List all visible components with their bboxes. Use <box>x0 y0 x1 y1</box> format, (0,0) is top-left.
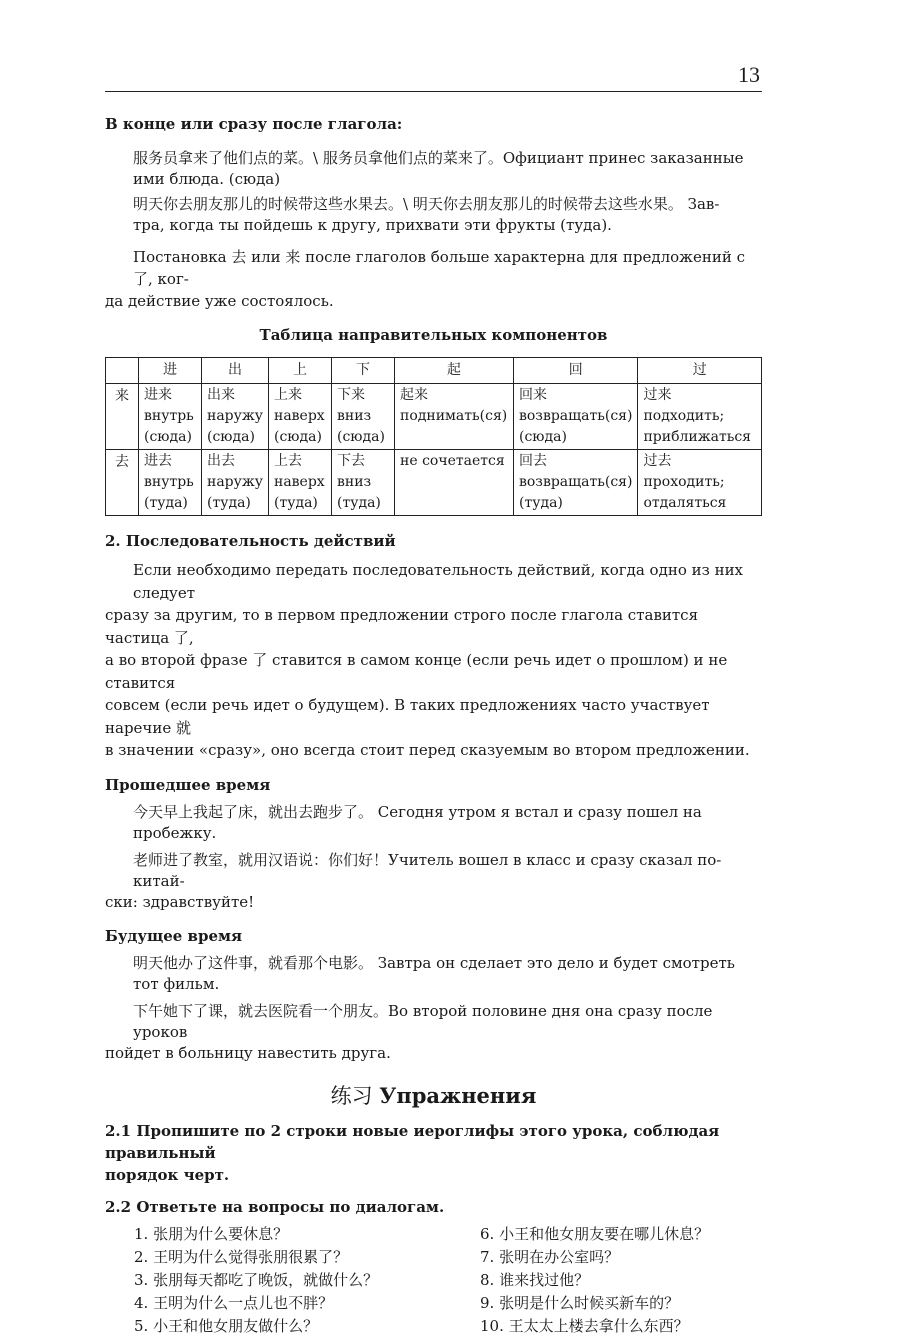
question-item: 7. 张明在办公室吗？ <box>480 1247 620 1266</box>
section-heading-position: В конце или сразу после глагола: <box>105 115 403 133</box>
cell-text: отдаляться <box>643 495 727 511</box>
exercises-title-ru: Упражнения <box>379 1082 537 1108</box>
table-cell <box>139 384 202 450</box>
cell-text: проходить; <box>643 474 725 490</box>
past-example-2-line-2: ски: здравствуйте! <box>105 892 255 911</box>
sequence-line-5: в значении «сразу», оно всегда стоит перед сказуемым во втором предложении. <box>105 741 750 759</box>
future-example-1 <box>105 953 762 995</box>
past-example-2 <box>105 850 762 913</box>
cell-text: 起来 <box>400 387 428 403</box>
exercise-2-2: 2.2 Ответьте на вопросы по диалогам. <box>105 1197 445 1216</box>
cell-text: 过去 <box>643 453 672 469</box>
cell-text: 出去 <box>207 453 235 469</box>
question-item: 5. 小王和他女朋友做什么？ <box>134 1316 319 1335</box>
directional-complements-table <box>105 357 762 516</box>
future-tense-heading: Будущее время <box>105 926 243 945</box>
past-example-2-line-1: 老师进了教室，就用汉语说：你们好！Учитель вошел в класс и сразу сказал по-китай- <box>133 850 722 890</box>
cell-text: внутрь <box>144 474 194 490</box>
cell-text: (туда) <box>274 495 318 511</box>
cell-text: (сюда) <box>519 429 567 445</box>
future-example-2 <box>105 1001 762 1064</box>
exercise-2-1-line-2: порядок черт. <box>105 1165 230 1184</box>
sequence-line-4: совсем (если речь идет о будущем). В таких предложениях часто участвует наречие 就 <box>105 696 710 737</box>
sequence-paragraph <box>105 559 762 762</box>
future-example-2-line-2: пойдет в больницу навестить друга. <box>105 1043 391 1062</box>
cell-text: 进来 <box>144 387 172 403</box>
exercises-title <box>105 1084 762 1108</box>
question-item: 9. 张明是什么时候买新车的？ <box>480 1293 680 1312</box>
questions-right-column <box>450 1223 762 1338</box>
cell-text: вниз <box>337 474 372 490</box>
question-item: 6. 小王和他女朋友要在哪儿休息？ <box>480 1224 710 1243</box>
cell-text: 上去 <box>274 453 302 469</box>
note-paragraph <box>105 246 762 312</box>
cell-text: вниз <box>337 408 372 424</box>
table-header-row <box>106 358 762 384</box>
cell-text: 回去 <box>519 453 547 469</box>
table-cell <box>638 384 762 450</box>
future-example-1-line: 明天他办了这件事，就看那个电影。 Завтра он сделает это дело и будет смотреть тот фильм. <box>133 953 735 993</box>
example-2 <box>105 194 762 236</box>
cell-text: 过来 <box>643 387 672 403</box>
table-cell <box>332 450 395 516</box>
example-1-line-1: 服务员拿来了他们点的菜。\ 服务员拿他们点的菜来了。Официант принес заказанные <box>133 149 744 167</box>
table-header-cell: 起 <box>395 358 514 384</box>
table-header-cell: 进 <box>139 358 202 384</box>
table-cell <box>269 384 332 450</box>
table-cell <box>202 384 269 450</box>
table-cell <box>202 450 269 516</box>
future-example-2-line-1: 下午她下了课，就去医院看一个朋友。Во второй половине дня она сразу после уроков <box>133 1001 713 1041</box>
row-header-lai: 来 <box>106 384 139 450</box>
cell-text: возвращать(ся) <box>519 408 633 424</box>
cell-text: поднимать(ся) <box>400 408 508 424</box>
table-cell <box>514 384 638 450</box>
past-example-1 <box>105 802 762 844</box>
cell-text: 下去 <box>337 453 365 469</box>
cell-text: наверх <box>274 474 325 490</box>
questions-left-column <box>105 1223 450 1338</box>
exercises-title-cn: 练习 <box>330 1083 373 1108</box>
page-number: 13 <box>738 62 760 87</box>
cell-text: 下来 <box>337 387 365 403</box>
sequence-line-2: сразу за другим, то в первом предложении строго после глагола ставится частица 了, <box>105 606 699 647</box>
cell-text: (сюда) <box>274 429 322 445</box>
example-2-line-1: 明天你去朋友那儿的时候带这些水果去。\ 明天你去朋友那儿的时候带去这些水果。 Зав- <box>133 195 720 213</box>
table-header-cell: 过 <box>638 358 762 384</box>
question-item: 2. 王明为什么觉得张朋很累了？ <box>134 1247 349 1266</box>
question-item: 1. 张朋为什么要休息？ <box>134 1224 289 1243</box>
past-example-1-line: 今天早上我起了床，就出去跑步了。 Сегодня утром я встал и сразу пошел на пробежку. <box>133 802 702 842</box>
past-tense-heading: Прошедшее время <box>105 775 271 794</box>
cell-text: (туда) <box>144 495 188 511</box>
questions-grid <box>105 1223 762 1338</box>
section-heading-sequence: 2. Последовательность действий <box>105 532 396 550</box>
table-cell <box>638 450 762 516</box>
cell-text: (сюда) <box>207 429 255 445</box>
exercise-2-1-line-1: 2.1 Пропишите по 2 строки новые иероглифы этого урока, соблюдая правильный <box>105 1121 720 1162</box>
example-1 <box>105 148 762 190</box>
cell-text: не сочетается <box>400 453 505 469</box>
cell-text: (туда) <box>337 495 381 511</box>
table-caption: Таблица направительных компонентов <box>259 326 608 344</box>
sequence-line-1: Если необходимо передать последовательность действий, когда одно из них следует <box>133 561 744 602</box>
cell-text: наружу <box>207 474 263 490</box>
cell-text: 出来 <box>207 387 235 403</box>
table-row <box>106 384 762 450</box>
question-item: 8. 谁来找过他？ <box>480 1270 590 1289</box>
example-1-line-2: ими блюда. (сюда) <box>133 170 281 188</box>
cell-text: 进去 <box>144 453 172 469</box>
exercise-2-1 <box>105 1120 762 1186</box>
table-cell <box>395 384 514 450</box>
table-header-cell <box>106 358 139 384</box>
cell-text: возвращать(ся) <box>519 474 633 490</box>
cell-text: подходить; <box>643 408 725 424</box>
table-cell <box>269 450 332 516</box>
table-cell <box>395 450 514 516</box>
cell-text: внутрь <box>144 408 194 424</box>
cell-text: 回来 <box>519 387 547 403</box>
table-header-cell: 下 <box>332 358 395 384</box>
page-content <box>105 113 762 1338</box>
note-line-2: да действие уже состоялось. <box>105 292 334 310</box>
header-rule <box>105 91 762 92</box>
cell-text: (туда) <box>207 495 251 511</box>
table-cell <box>332 384 395 450</box>
note-line-1: Постановка 去 или 来 после глаголов больше характерна для предложений с 了, ког- <box>133 248 745 288</box>
table-row <box>106 450 762 516</box>
table-cell <box>514 450 638 516</box>
question-item: 4. 王明为什么一点儿也不胖？ <box>134 1293 334 1312</box>
cell-text: (сюда) <box>144 429 192 445</box>
cell-text: наверх <box>274 408 325 424</box>
table-header-cell: 上 <box>269 358 332 384</box>
question-item: 10. 王太太上楼去拿什么东西？ <box>480 1316 689 1335</box>
table-cell <box>139 450 202 516</box>
cell-text: наружу <box>207 408 263 424</box>
cell-text: (сюда) <box>337 429 385 445</box>
row-header-qu: 去 <box>106 450 139 516</box>
table-header-cell: 回 <box>514 358 638 384</box>
example-2-line-2: тра, когда ты пойдешь к другу, прихвати эти фрукты (туда). <box>133 216 612 234</box>
sequence-line-3: а во второй фразе 了 ставится в самом конце (если речь идет о прошлом) и не ставится <box>105 651 728 692</box>
table-header-cell: 出 <box>202 358 269 384</box>
cell-text: (туда) <box>519 495 563 511</box>
question-item: 3. 张朋每天都吃了晚饭，就做什么？ <box>134 1270 379 1289</box>
cell-text: 上来 <box>274 387 302 403</box>
cell-text: приближаться <box>643 429 752 445</box>
